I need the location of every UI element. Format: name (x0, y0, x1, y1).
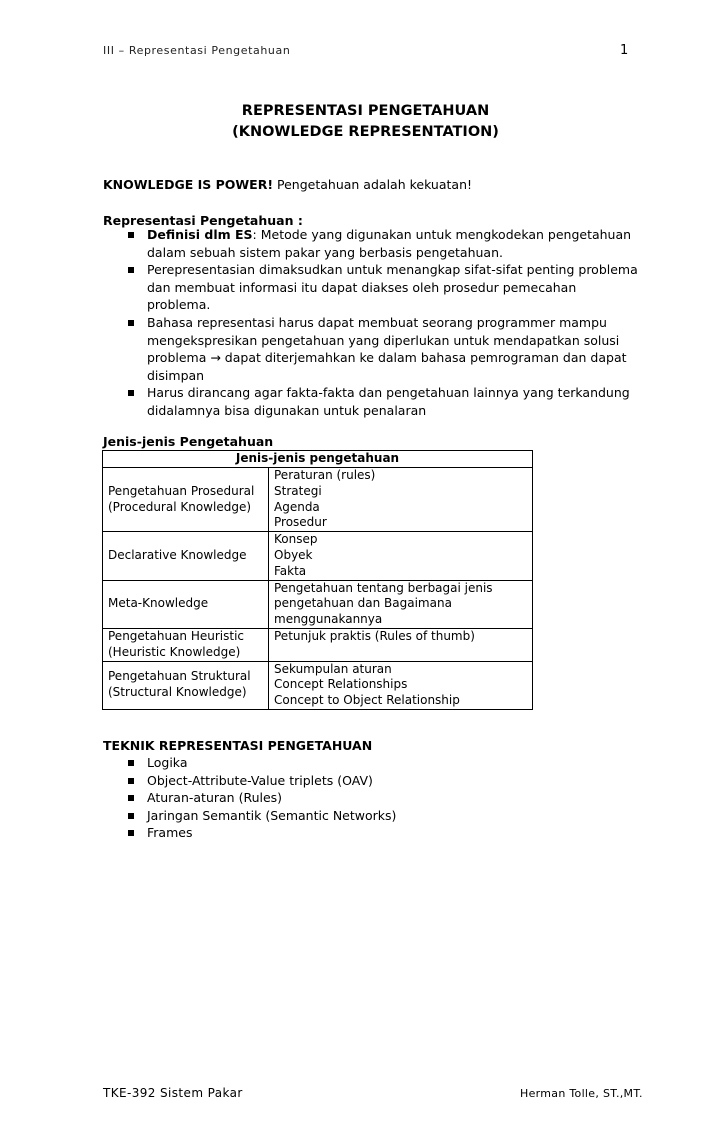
bullet-text: : Metode yang digunakan untuk mengkodekan pengetahuan dalam sebuah sistem pakar yang berbasis pengetahuan. (147, 227, 632, 260)
knowledge-item: Peraturan (rules) (274, 468, 376, 482)
knowledge-type-cell (103, 661, 269, 709)
knowledge-type-line: (Procedural Knowledge) (108, 499, 252, 514)
list-item (103, 261, 643, 314)
motto-line (103, 177, 472, 192)
knowledge-item: Konsep (274, 532, 318, 547)
knowledge-item: menggunakannya (274, 612, 383, 627)
list-item (103, 807, 643, 825)
teknik-bullet-list (103, 754, 643, 842)
table-row (103, 580, 533, 628)
bullet-text: Jaringan Semantik (Semantic Networks) (147, 807, 397, 823)
footer-author: Herman Tolle, ST.,MT. (520, 1087, 643, 1100)
representasi-bullet-list (103, 226, 643, 420)
square-bullet-icon (128, 795, 134, 801)
bullet-bold-term: Definisi dlm ES (147, 227, 253, 242)
knowledge-type-cell (103, 628, 269, 661)
table-row (103, 628, 533, 661)
bullet-text: Harus dirancang agar fakta-fakta dan pengetahuan lainnya yang terkandung didalamnya bisa digunakan untuk penalaran (147, 385, 630, 418)
knowledge-item: Strategi (274, 483, 322, 498)
list-item (103, 772, 643, 790)
knowledge-type-line: (Structural Knowledge) (108, 685, 247, 700)
list-item (103, 789, 643, 807)
section-heading-representasi: Representasi Pengetahuan : (103, 213, 303, 228)
bullet-text: Perepresentasian dimaksudkan untuk menangkap sifat-sifat penting problema dan membuat informasi itu dapat diakses oleh prosedur pemecahan problema. (147, 262, 638, 313)
list-item (103, 754, 643, 772)
running-header-title: III – Representasi Pengetahuan (103, 44, 291, 57)
table-row (103, 468, 533, 532)
square-bullet-icon (128, 267, 134, 273)
square-bullet-icon (128, 760, 134, 766)
knowledge-item: Concept Relationships (274, 677, 408, 692)
knowledge-type-line: Meta-Knowledge (108, 596, 209, 611)
section-heading-jenis: Jenis-jenis Pengetahuan (103, 434, 274, 449)
bullet-text: Frames (147, 825, 193, 841)
knowledge-items-cell (269, 628, 533, 661)
footer-course: TKE-392 Sistem Pakar (103, 1086, 243, 1100)
knowledge-items-cell (269, 468, 533, 532)
knowledge-item: Fakta (274, 563, 307, 578)
table-row (103, 532, 533, 580)
list-item (103, 314, 643, 384)
knowledge-type-line: Declarative Knowledge (108, 547, 247, 562)
knowledge-item: Prosedur (274, 515, 327, 530)
square-bullet-icon (128, 830, 134, 836)
table-header: Jenis-jenis pengetahuan (103, 451, 533, 468)
knowledge-type-cell (103, 468, 269, 532)
section-heading-teknik: TEKNIK REPRESENTASI PENGETAHUAN (103, 738, 373, 753)
knowledge-item: Petunjuk praktis (Rules of thumb) (274, 628, 475, 643)
document-title: REPRESENTASI PENGETAHUAN (241, 103, 490, 119)
knowledge-type-cell (103, 532, 269, 580)
knowledge-item: Obyek (274, 547, 313, 562)
motto-text: Pengetahuan adalah kekuatan! (273, 177, 473, 192)
knowledge-type-line: Pengetahuan Prosedural (108, 483, 255, 498)
bullet-text: Object-Attribute-Value triplets (OAV) (147, 772, 373, 788)
square-bullet-icon (128, 390, 134, 396)
knowledge-item: Agenda (274, 499, 320, 514)
knowledge-types-table (102, 450, 533, 710)
knowledge-items-cell (269, 580, 533, 628)
square-bullet-icon (128, 813, 134, 819)
list-item (103, 226, 643, 261)
knowledge-type-line: Pengetahuan Struktural (108, 669, 251, 684)
bullet-text: Aturan-aturan (Rules) (147, 790, 283, 806)
list-item (103, 384, 643, 419)
bullet-text: Bahasa representasi harus dapat membuat seorang programmer mampu mengekspresikan pengetahuan yang diperlukan untuk mendapatkan solusi problema → dapat diterjemahkan ke dalam bahasa pemrograman dan dapat disimpan (147, 314, 627, 383)
square-bullet-icon (128, 320, 134, 326)
knowledge-item: Pengetahuan tentang berbagai jenis (274, 580, 493, 595)
knowledge-type-line: Pengetahuan Heuristic (108, 628, 245, 643)
square-bullet-icon (128, 778, 134, 784)
knowledge-item: Concept to Object Relationship (274, 693, 460, 708)
bullet-text: Logika (147, 755, 188, 770)
motto-bold: KNOWLEDGE IS POWER! (103, 177, 274, 192)
knowledge-item: pengetahuan dan Bagaimana (274, 596, 452, 611)
knowledge-item: Sekumpulan aturan (274, 661, 392, 676)
knowledge-items-cell (269, 661, 533, 709)
knowledge-items-cell (269, 532, 533, 580)
knowledge-type-line: (Heuristic Knowledge) (108, 644, 241, 659)
knowledge-type-cell (103, 580, 269, 628)
page-number: 1 (620, 43, 629, 58)
document-subtitle: (KNOWLEDGE REPRESENTATION) (232, 124, 499, 140)
table-row (103, 661, 533, 709)
square-bullet-icon (128, 232, 134, 238)
list-item (103, 824, 643, 842)
